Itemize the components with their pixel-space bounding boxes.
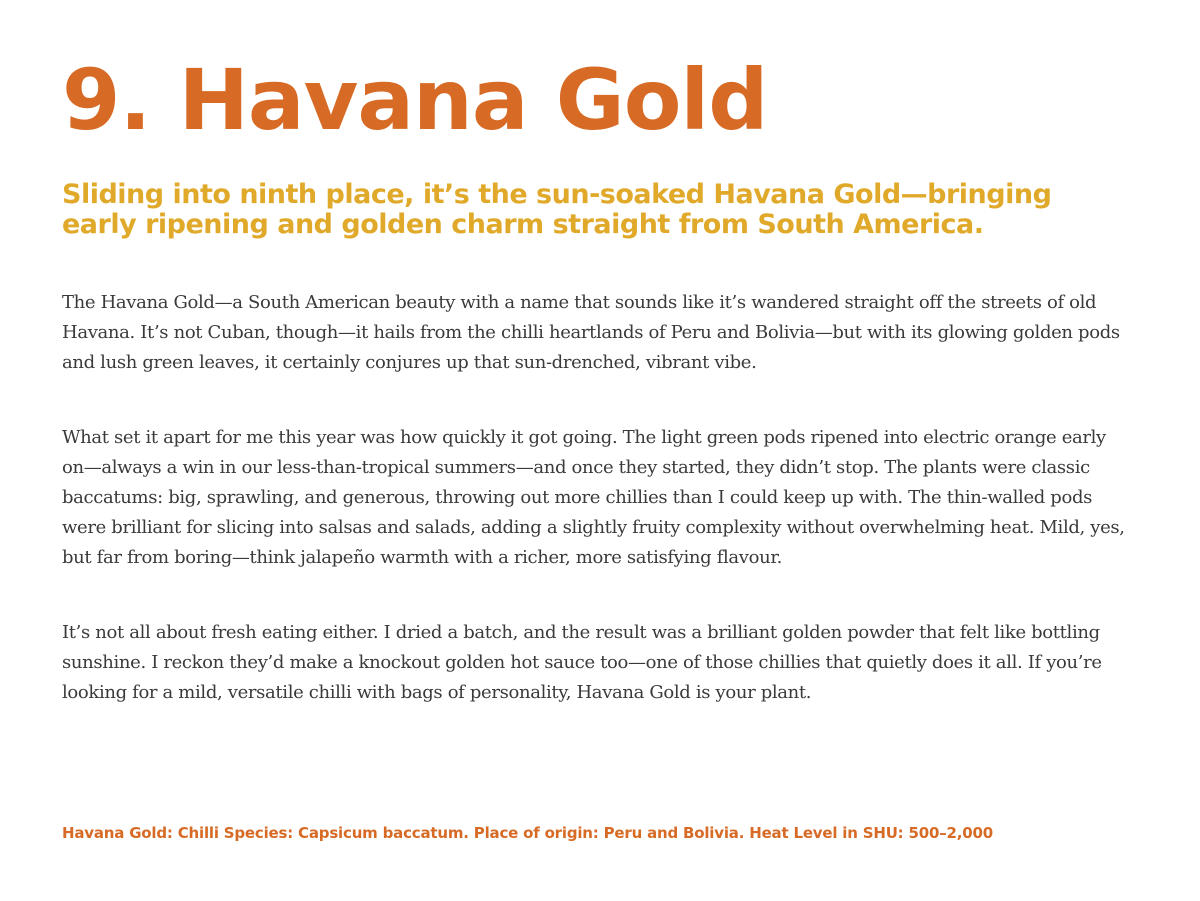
body-paragraph-2: What set it apart for me this year was how quickly it got going. The light green pods ripened into electric orange early on—always a win in our less-than-tropical summers—and once they started, they didn’t stop. The plants were classic baccatums: big, sprawling, and generous, throwing out more chillies than I could keep up with. The thin-walled pods were brilliant for slicing into salsas and salads, adding a slightly fruity complexity without overwhelming heat. Mild, yes, but far from boring—think jalapeño warmth with a richer, more satisfying flavour. (62, 427, 1125, 568)
specs-footnote: Havana Gold: Chilli Species: Capsicum baccatum. Place of origin: Peru and Bolivia. Heat Level in SHU: 500–2,000 (62, 824, 993, 842)
page-subtitle: Sliding into ninth place, it’s the sun-soaked Havana Gold—bringing early ripening and golden charm straight from South America. (62, 179, 1052, 240)
page-title: 9. Havana Gold (62, 51, 768, 149)
body-paragraph-1: The Havana Gold—a South American beauty with a name that sounds like it’s wandered straight off the streets of old Havana. It’s not Cuban, though—it hails from the chilli heartlands of Peru and Bolivia—but with its glowing golden pods and lush green leaves, it certainly conjures up that sun-drenched, vibrant vibe. (62, 292, 1120, 373)
article (62, 0, 1132, 901)
body-paragraph-3: It’s not all about fresh eating either. I dried a batch, and the result was a brilliant golden powder that felt like bottling sunshine. I reckon they’d make a knockout golden hot sauce too—one of those chillies that quietly does it all. If you’re looking for a mild, versatile chilli with bags of personality, Havana Gold is your plant. (62, 622, 1102, 703)
